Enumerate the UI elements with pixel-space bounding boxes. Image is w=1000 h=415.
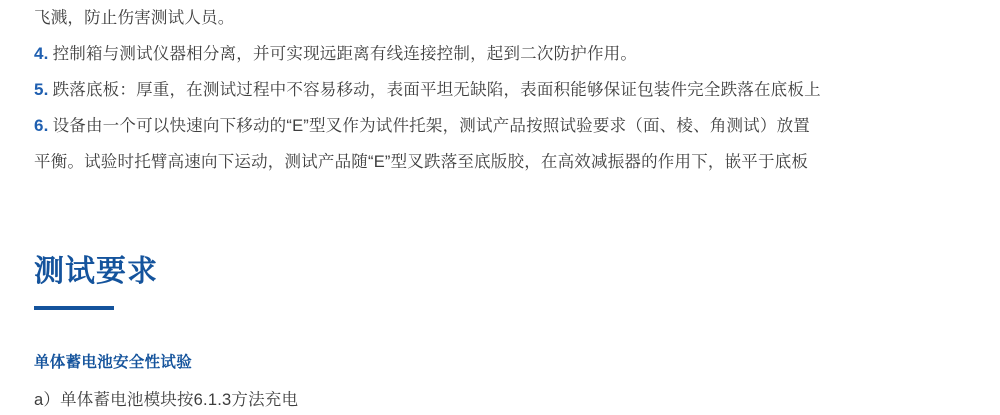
partial-text-line: 飞溅，防止伤害测试人员。 bbox=[34, 9, 235, 27]
subsection-list-item-a: a）单体蓄电池模块按6.1.3方法充电 bbox=[34, 391, 299, 409]
list-item-4 bbox=[34, 36, 966, 72]
list-item-4-number: 4. bbox=[34, 44, 49, 63]
list-item-5-text: 跌落底板：厚重，在测试过程中不容易移动，表面平坦无缺陷，表面积能够保证包装件完全跌落在底板上 bbox=[52, 81, 821, 99]
list-item-6-continuation: 平衡。试验时托臂高速向下运动，测试产品随“E”型叉跌落至底版胶，在高效减振器的作用下，嵌平于底板 bbox=[34, 153, 809, 171]
section-heading: 测试要求 bbox=[34, 255, 158, 288]
item-spacer bbox=[34, 374, 966, 385]
list-item-6-number: 6. bbox=[34, 116, 49, 135]
list-item-5 bbox=[34, 72, 966, 108]
section-spacer bbox=[34, 180, 966, 254]
list-item-5-number: 5. bbox=[34, 80, 49, 99]
list-item-6 bbox=[34, 108, 966, 144]
list-item-6-text: 设备由一个可以快速向下移动的“E”型叉作为试件托架，测试产品按照试验要求（面、棱、角测试）放置 bbox=[52, 117, 810, 135]
subsection-heading: 单体蓄电池安全性试验 bbox=[34, 354, 193, 371]
intro-paragraph-block bbox=[34, 0, 966, 180]
subsection-spacer bbox=[34, 310, 966, 352]
list-item-4-text: 控制箱与测试仪器相分离，并可实现远距离有线连接控制，起到二次防护作用。 bbox=[52, 45, 638, 63]
